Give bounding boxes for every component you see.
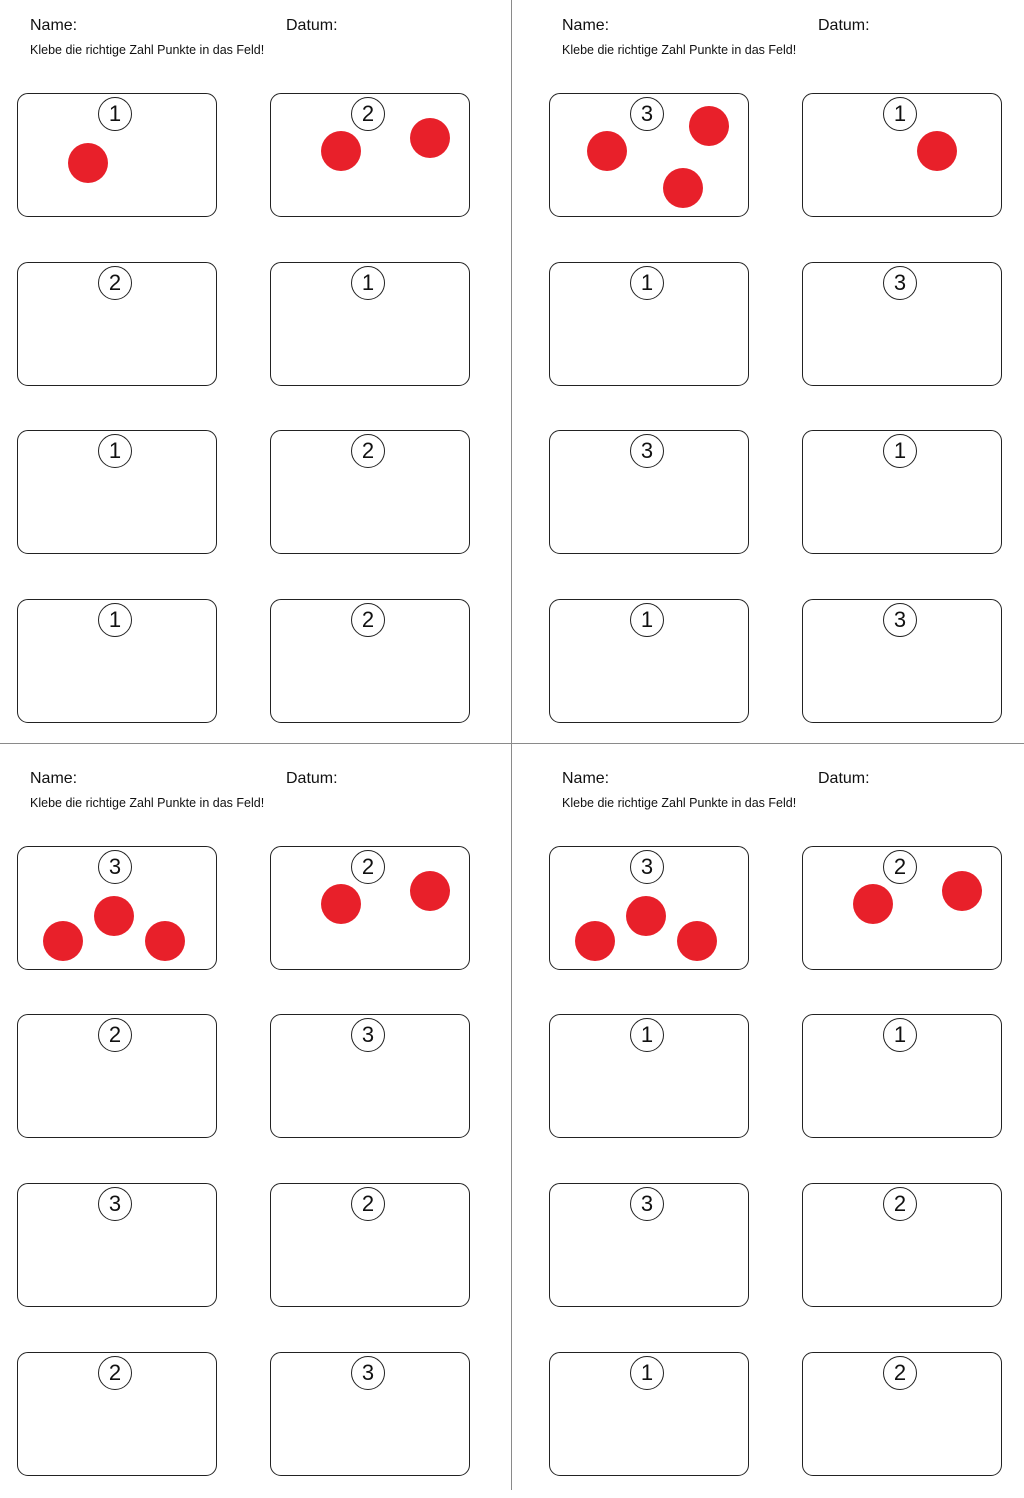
number-circle: 2 [351, 434, 385, 468]
red-dot [853, 884, 893, 924]
red-dot [68, 143, 108, 183]
red-dot [410, 118, 450, 158]
dot-box-1[interactable] [17, 846, 217, 970]
number-circle: 1 [883, 1018, 917, 1052]
dot-box-5[interactable] [17, 430, 217, 554]
dot-box-6[interactable] [802, 1183, 1002, 1307]
number-circle: 2 [883, 850, 917, 884]
number-circle: 1 [98, 434, 132, 468]
number-circle: 1 [630, 603, 664, 637]
instruction-text: Klebe die richtige Zahl Punkte in das Feld! [30, 796, 265, 810]
red-dot [917, 131, 957, 171]
dot-box-4[interactable] [270, 1014, 470, 1138]
number-circle: 2 [883, 1356, 917, 1390]
number-circle: 3 [351, 1356, 385, 1390]
number-circle: 3 [351, 1018, 385, 1052]
red-dot [321, 884, 361, 924]
dot-box-4[interactable] [270, 262, 470, 386]
dot-box-1[interactable] [549, 846, 749, 970]
number-circle: 2 [883, 1187, 917, 1221]
red-dot [663, 168, 703, 208]
dot-box-3[interactable] [17, 1014, 217, 1138]
red-dot [145, 921, 185, 961]
dot-box-2[interactable] [270, 846, 470, 970]
number-circle: 2 [98, 1356, 132, 1390]
number-circle: 1 [351, 266, 385, 300]
dot-box-3[interactable] [17, 262, 217, 386]
dot-box-7[interactable] [17, 1352, 217, 1476]
number-circle: 1 [883, 434, 917, 468]
dot-box-5[interactable] [549, 1183, 749, 1307]
red-dot [587, 131, 627, 171]
number-circle: 2 [98, 266, 132, 300]
number-circle: 1 [630, 266, 664, 300]
dot-box-4[interactable] [802, 262, 1002, 386]
number-circle: 3 [630, 97, 664, 131]
dot-box-1[interactable] [549, 93, 749, 217]
worksheet-top-left [0, 0, 512, 745]
red-dot [410, 871, 450, 911]
red-dot [942, 871, 982, 911]
dot-box-3[interactable] [549, 262, 749, 386]
number-circle: 3 [98, 1187, 132, 1221]
worksheet-bottom-left [0, 753, 512, 1498]
dot-box-2[interactable] [270, 93, 470, 217]
red-dot [689, 106, 729, 146]
red-dot [43, 921, 83, 961]
red-dot [626, 896, 666, 936]
number-circle: 3 [883, 603, 917, 637]
dot-box-6[interactable] [802, 430, 1002, 554]
instruction-text: Klebe die richtige Zahl Punkte in das Feld! [562, 796, 797, 810]
worksheet-bottom-right [532, 753, 1024, 1498]
number-circle: 1 [630, 1018, 664, 1052]
dot-box-8[interactable] [802, 1352, 1002, 1476]
dot-box-3[interactable] [549, 1014, 749, 1138]
number-circle: 3 [883, 266, 917, 300]
number-circle: 1 [98, 603, 132, 637]
dot-box-1[interactable] [17, 93, 217, 217]
date-label: Datum: [286, 17, 338, 34]
dot-box-8[interactable] [802, 599, 1002, 723]
number-circle: 1 [883, 97, 917, 131]
number-circle: 3 [630, 850, 664, 884]
name-label: Name: [562, 770, 610, 787]
number-circle: 2 [351, 850, 385, 884]
dot-box-5[interactable] [17, 1183, 217, 1307]
dot-box-7[interactable] [17, 599, 217, 723]
number-circle: 3 [630, 434, 664, 468]
number-circle: 1 [630, 1356, 664, 1390]
dot-box-8[interactable] [270, 1352, 470, 1476]
dot-box-2[interactable] [802, 846, 1002, 970]
red-dot [677, 921, 717, 961]
number-circle: 2 [351, 603, 385, 637]
name-label: Name: [562, 17, 610, 34]
dot-box-6[interactable] [270, 1183, 470, 1307]
red-dot [94, 896, 134, 936]
worksheet-top-right [532, 0, 1024, 745]
date-label: Datum: [818, 17, 870, 34]
dot-box-4[interactable] [802, 1014, 1002, 1138]
dot-box-7[interactable] [549, 599, 749, 723]
red-dot [575, 921, 615, 961]
name-label: Name: [30, 770, 78, 787]
name-label: Name: [30, 17, 78, 34]
dot-box-5[interactable] [549, 430, 749, 554]
number-circle: 2 [98, 1018, 132, 1052]
dot-box-6[interactable] [270, 430, 470, 554]
dot-box-8[interactable] [270, 599, 470, 723]
number-circle: 2 [351, 1187, 385, 1221]
number-circle: 3 [630, 1187, 664, 1221]
red-dot [321, 131, 361, 171]
number-circle: 1 [98, 97, 132, 131]
dot-box-2[interactable] [802, 93, 1002, 217]
date-label: Datum: [286, 770, 338, 787]
number-circle: 2 [351, 97, 385, 131]
number-circle: 3 [98, 850, 132, 884]
dot-box-7[interactable] [549, 1352, 749, 1476]
instruction-text: Klebe die richtige Zahl Punkte in das Feld! [30, 43, 265, 57]
instruction-text: Klebe die richtige Zahl Punkte in das Feld! [562, 43, 797, 57]
date-label: Datum: [818, 770, 870, 787]
